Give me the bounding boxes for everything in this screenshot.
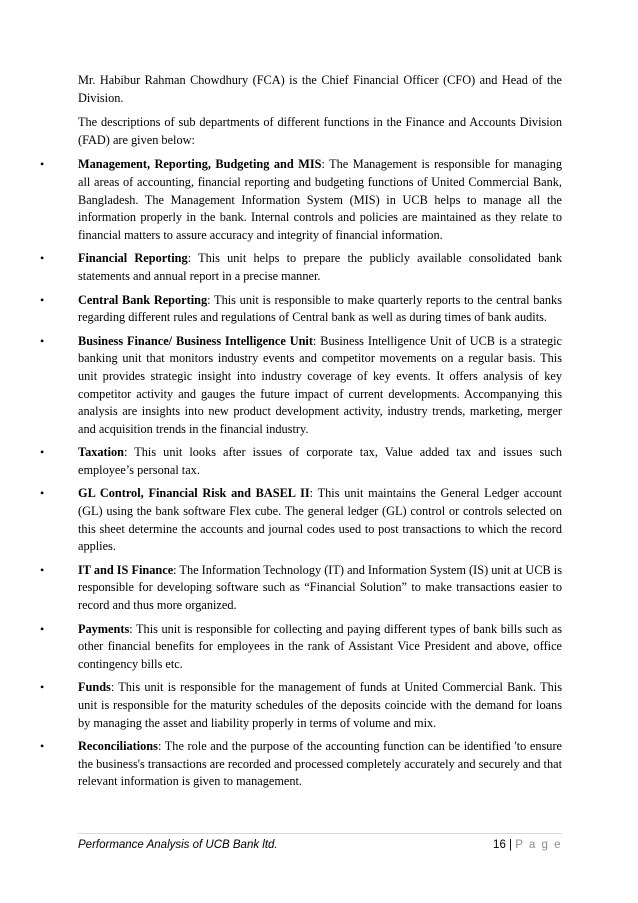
item-term: Business Finance/ Business Intelligence Unit [78,333,313,348]
bullet-icon: • [40,333,45,348]
list-item [40,738,562,791]
list-item [40,621,562,674]
item-description: : The Information Technology (IT) and Information System (IS) unit at UCB is responsible for developing software such as “Financial Solution” to make transactions easier to record and thus more organized. [78,562,563,613]
page-separator: | [509,839,513,851]
bullet-icon: • [40,621,45,636]
bullet-icon: • [40,562,45,577]
item-term: Payments [78,621,130,636]
list-item [40,333,562,439]
intro-cfo-paragraph: Mr. Habibur Rahman Chowdhury (FCA) is the Chief Financial Officer (CFO) and Head of the Division. [78,73,562,105]
bullet-icon: • [40,251,45,266]
list-item [40,562,562,615]
item-term: IT and IS Finance [78,562,174,577]
item-term: Taxation [78,445,125,460]
list-item [40,444,562,479]
item-description: : This unit maintains the General Ledger account (GL) using the bank software Flex cube. The general ledger (GL) control or controls selected on this sheet determine the accounts and journal codes used to post transactions to which the record applies. [78,486,563,554]
footer-document-title: Performance Analysis of UCB Bank ltd. [78,839,278,851]
item-description: : This unit is responsible to make quarterly reports to the central banks regarding different rules and regulations of Central bank as well as during times of bank audits. [78,292,562,325]
list-item [40,485,562,555]
item-term: Central Bank Reporting [78,292,208,307]
list-item [40,292,562,327]
bullet-icon: • [40,157,45,172]
bullet-icon: • [40,445,45,460]
item-description: : The role and the purpose of the accounting function can be identified 'to ensure the business's transactions are recorded and processed completely accurately and securely and that relevant information is given to management. [78,739,562,789]
bullet-icon: • [40,739,45,754]
list-item [40,250,562,285]
item-description: : This unit is responsible for the management of funds at United Commercial Bank. This unit is responsible for the maturity schedules of the deposits coincide with the demand for loans by managing the asset and liability properly in terms of volume and mix. [78,680,562,730]
item-term: Financial Reporting [78,251,188,266]
bullet-icon: • [40,680,45,695]
page-number: 16 [493,839,506,851]
bullet-icon: • [40,292,45,307]
item-description: : This unit looks after issues of corporate tax, Value added tax and issues such employee’s personal tax. [78,445,562,477]
item-term: Reconciliations [78,739,158,754]
bullet-icon: • [40,486,45,501]
list-item [40,156,562,244]
item-description: : Business Intelligence Unit of UCB is a strategic banking unit that monitors industry events and competitor movements on a regular basis. This unit provides strategic insight into industry coverage of key events. It offers analysis of key competitor activity and gauges the future impact of current developments. Accompanying this analysis are insights into new product development activity, industry trends, marketing, merger and acquisition trends in the financial industry. [78,333,562,436]
item-term: GL Control, Financial Risk and BASEL II [78,486,310,501]
page-footer [78,833,562,852]
page-content [40,72,562,797]
item-description: : The Management is responsible for managing all areas of accounting, financial reporting and budgeting functions of United Commercial Bank, Bangladesh. The Management Information System (MIS) in UCB helps to manage all the information properly in the bank. Internal controls and policies are maintained as they relate to financial matters to assure accuracy and integrity of financial information. [78,157,562,242]
intro-description-paragraph: The descriptions of sub departments of different functions in the Finance and Accounts Division (FAD) are given below: [78,115,562,147]
list-item [40,679,562,732]
item-description: : This unit is responsible for collecting and paying different types of bank bills such as other financial benefits for employees in the rank of Assistant Vice President and above, office contingency bills etc. [78,621,562,671]
department-list [40,156,562,791]
item-term: Management, Reporting, Budgeting and MIS [78,157,322,172]
footer-page-number [493,838,562,852]
item-term: Funds [78,680,111,695]
page-label: P a g e [515,839,562,851]
item-description: : This unit helps to prepare the publicly available consolidated bank statements and annual report in a precise manner. [78,251,562,283]
